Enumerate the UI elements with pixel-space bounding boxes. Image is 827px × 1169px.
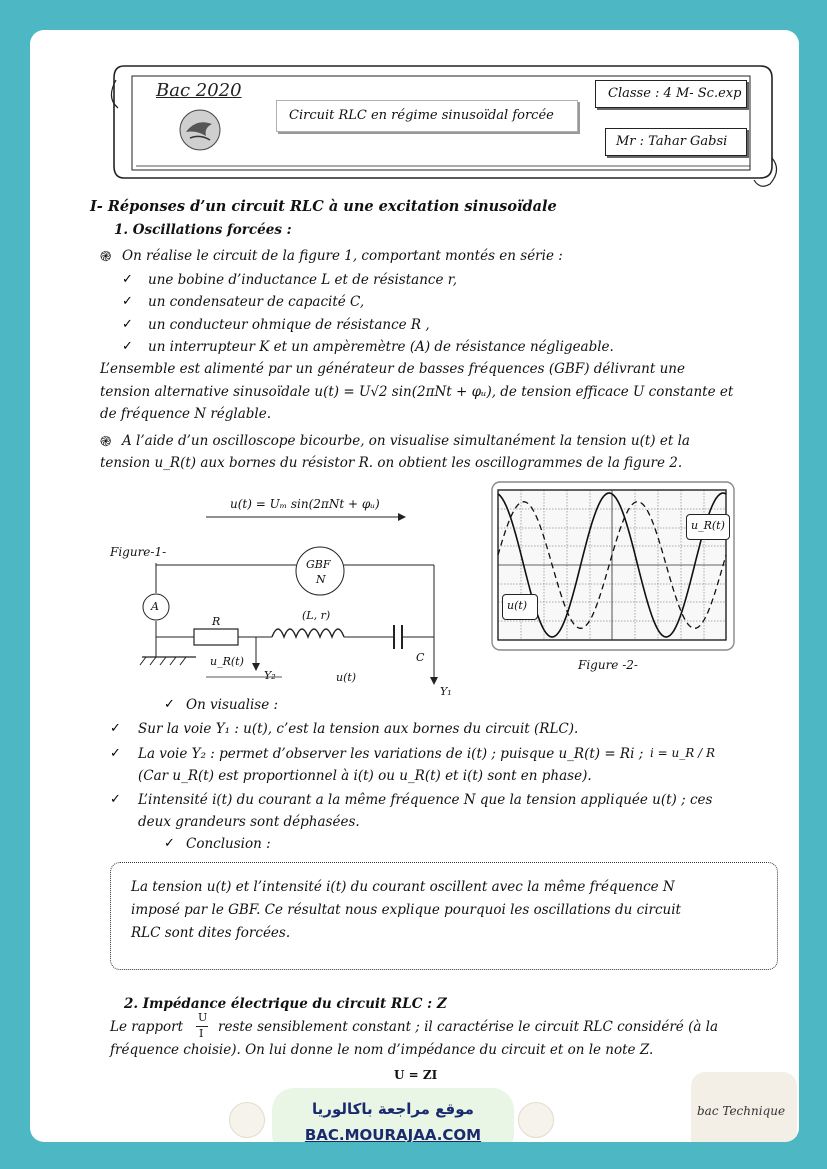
subsection-heading: 1. Oscillations forcées : — [114, 222, 292, 238]
check-icon: ✓ — [110, 721, 121, 736]
figure2-label: Figure -2- — [578, 658, 638, 672]
impedance-formula: U = ZI — [394, 1068, 438, 1082]
bac-label: Bac 2020 — [156, 80, 242, 101]
oscilloscope-text: A l’aide d’un oscilloscope bicourbe, on visualise simultanément la tension u(t) et la — [122, 433, 690, 449]
ur-curve-label-text: u_R(t) — [691, 519, 725, 532]
conclusion-title: Conclusion : — [186, 836, 271, 852]
ut-label: u(t) — [336, 671, 357, 684]
resistor-label: R — [212, 615, 221, 628]
list-item: une bobine d’inductance L et de résistance r, — [148, 272, 457, 288]
source-formula: u(t) = Uₘ sin(2πNt + φᵤ) — [230, 497, 380, 511]
badge-text: bac Technique — [697, 1104, 786, 1118]
document-page — [30, 30, 799, 1142]
conclusion-line: imposé par le GBF. Ce résultat nous explique pourquoi les oscillations du circuit — [131, 902, 681, 918]
oscillogram — [490, 480, 740, 655]
observe-line: deux grandeurs sont déphasées. — [138, 814, 360, 830]
ratio-numerator: U — [198, 1011, 208, 1024]
paragraph-line: L’ensemble est alimenté par un générateur de basses fréquences (GBF) délivrant une — [100, 361, 685, 377]
bac-emblem — [138, 78, 273, 160]
figure-2 — [490, 480, 740, 680]
ammeter-label: A — [151, 600, 159, 613]
ur-curve-label — [686, 514, 730, 540]
right-logo-icon — [518, 1102, 554, 1138]
y1-label: Y₁ — [440, 685, 452, 698]
section1-heading: I- Réponses d’un circuit RLC à une excitation sinusoïdale — [90, 198, 557, 215]
list-item: un condensateur de capacité C, — [148, 294, 365, 310]
check-icon: ✓ — [110, 746, 121, 761]
bac-technique-badge — [691, 1072, 797, 1142]
check-icon: ✓ — [122, 339, 133, 354]
conclusion-box — [110, 862, 778, 970]
footer-arabic: موقع مراجعة باكالوريا — [312, 1100, 474, 1118]
teacher-label: Mr : Tahar Gabsi — [616, 134, 728, 149]
observe-title: On visualise : — [186, 697, 279, 713]
class-label: Classe : 4 M- Sc.exp — [608, 86, 742, 101]
conclusion-line: La tension u(t) et l’intensité i(t) du courant oscillent avec la même fréquence N — [131, 879, 675, 895]
paragraph-line: tension alternative sinusoïdale u(t) = U√2 sin(2πNt + φᵤ), de tension efficace U constante et — [100, 384, 734, 400]
observe-line: (Car u_R(t) est proportionnel à i(t) ou u_R(t) et i(t) sont en phase). — [138, 768, 592, 784]
bird-logo-icon — [176, 106, 224, 154]
spiral-bullet-icon: ֎ — [100, 249, 112, 265]
list-item: un interrupteur K et un ampèremètre (A) de résistance négligeable. — [148, 339, 614, 355]
ut-curve-label-text: u(t) — [507, 599, 528, 612]
current-formula: i = u_R / R — [650, 746, 715, 760]
list-item: un conducteur ohmique de résistance R , — [148, 317, 430, 333]
section2-text: fréquence choisie). On lui donne le nom d’impédance du circuit et on le note Z. — [110, 1042, 654, 1058]
spiral-bullet-icon: ֎ — [100, 434, 112, 450]
section2-text: reste sensiblement constant ; il caractérise le circuit RLC considéré (à la — [218, 1019, 719, 1035]
ut-curve-label — [502, 594, 538, 620]
check-icon: ✓ — [164, 697, 175, 712]
observe-line: Sur la voie Y₁ : u(t), c’est la tension aux bornes du circuit (RLC). — [138, 721, 579, 737]
check-icon: ✓ — [110, 792, 121, 807]
teacher-box — [605, 128, 747, 156]
observe-line: L’intensité i(t) du courant a la même fréquence N que la tension appliquée u(t) ; ces — [138, 792, 713, 808]
paragraph-line: de fréquence N réglable. — [100, 406, 272, 422]
course-title-text: Circuit RLC en régime sinusoïdal forcée — [289, 108, 554, 123]
check-icon: ✓ — [122, 272, 133, 287]
ratio-denominator: I — [199, 1027, 204, 1040]
ur-label: u_R(t) — [210, 655, 244, 668]
gbf-n-label: N — [316, 573, 326, 586]
check-icon: ✓ — [122, 317, 133, 332]
conclusion-line: RLC sont dites forcées. — [131, 925, 291, 941]
check-icon: ✓ — [122, 294, 133, 309]
section2-heading: 2. Impédance électrique du circuit RLC : Z — [124, 996, 447, 1012]
oscilloscope-text: tension u_R(t) aux bornes du résistor R. on obtient les oscillogrammes de la figure 2. — [100, 455, 683, 471]
check-icon: ✓ — [164, 836, 175, 851]
class-box — [595, 80, 747, 108]
left-logo-icon — [229, 1102, 265, 1138]
capacitor-label: C — [416, 651, 425, 664]
intro-text: On réalise le circuit de la figure 1, comportant montés en série : — [122, 248, 563, 264]
course-title — [276, 100, 578, 132]
y2-label: Y₂ — [264, 669, 276, 682]
observe-line: La voie Y₂ : permet d’observer les variations de i(t) ; puisque u_R(t) = Ri ; — [138, 746, 644, 762]
footer-banner[interactable] — [272, 1088, 514, 1142]
coil-label: (L, r) — [302, 609, 331, 622]
footer-site[interactable]: BAC.MOURAJAA.COM — [304, 1126, 482, 1142]
figure1-label: Figure-1- — [110, 545, 167, 559]
figure-1 — [106, 485, 476, 698]
gbf-label: GBF — [306, 558, 331, 571]
section2-text: Le rapport — [110, 1019, 184, 1035]
